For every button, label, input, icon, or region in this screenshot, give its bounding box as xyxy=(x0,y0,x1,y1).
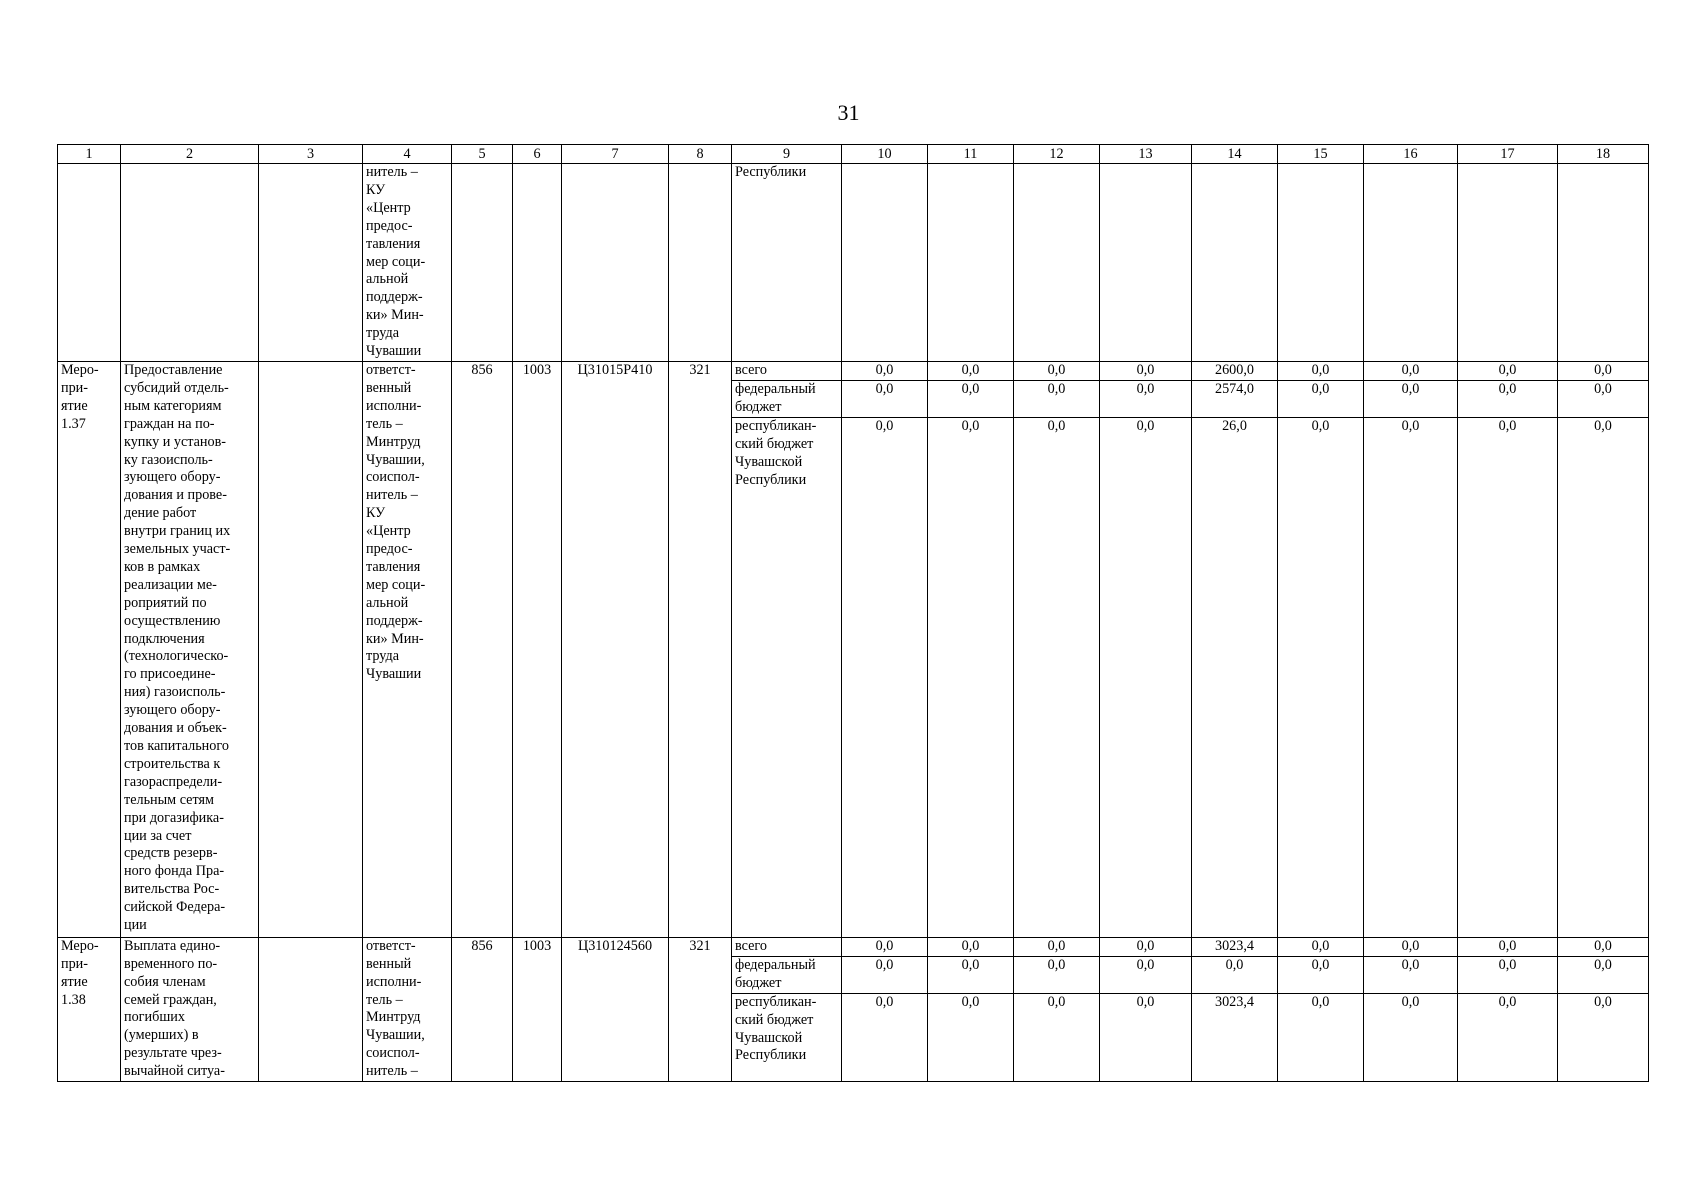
value-cell: 0,0 xyxy=(1458,361,1558,380)
column-header: 9 xyxy=(732,145,842,164)
column-header: 16 xyxy=(1364,145,1458,164)
value-cell: 0,0 xyxy=(1100,956,1192,993)
value-cell: 0,0 xyxy=(1558,380,1649,417)
value-cell: 0,0 xyxy=(928,937,1014,956)
value-cell: 0,0 xyxy=(1458,380,1558,417)
value-cell: 0,0 xyxy=(1014,417,1100,937)
value-cell: 0,0 xyxy=(1100,937,1192,956)
source-cell: всего xyxy=(732,361,842,380)
value-cell: 0,0 xyxy=(1458,956,1558,993)
source-cell: республикан- ский бюджет Чувашской Республики xyxy=(732,417,842,937)
value-cell: 0,0 xyxy=(1192,956,1278,993)
responsible-cell: ответст- венный исполни- тель – Минтруд Чувашии, соиспол- нитель – xyxy=(363,937,452,1081)
value-cell: 2600,0 xyxy=(1192,361,1278,380)
column-header: 12 xyxy=(1014,145,1100,164)
measure-name: Предоставление субсидий отдель- ным категориям граждан на по- купку и установ- ку газоисполь- зующего обору- дования и прове- дение работ внутри границ их земельных участ- ков в рамках реализации ме- роприятий по осуществлению подключения (технологическо- го присоедине- ния) газоисполь- зующего обору- дования и объек- тов капитального строительства к газораспредели- тельным сетям при догазифика- ции за счет средств резерв- ного фонда Пра- вительства Рос- сийской Федера- ции xyxy=(121,361,259,937)
column-header: 2 xyxy=(121,145,259,164)
value-cell: 0,0 xyxy=(928,956,1014,993)
value-cell: 0,0 xyxy=(1278,993,1364,1081)
value-cell: 0,0 xyxy=(1278,956,1364,993)
column-header: 11 xyxy=(928,145,1014,164)
value-cell: 0,0 xyxy=(1014,993,1100,1081)
value-cell: 0,0 xyxy=(1458,937,1558,956)
value-cell: 0,0 xyxy=(842,937,928,956)
value-cell: 0,0 xyxy=(928,417,1014,937)
value-cell: 0,0 xyxy=(842,361,928,380)
source-cell: федеральный бюджет xyxy=(732,380,842,417)
program-table xyxy=(57,144,1649,1082)
vr-cell: 321 xyxy=(669,937,732,1081)
table-row xyxy=(58,937,1649,956)
measure-label: Меро- при- ятие 1.37 xyxy=(58,361,121,937)
column-header: 5 xyxy=(452,145,513,164)
column-header: 8 xyxy=(669,145,732,164)
value-cell: 0,0 xyxy=(842,956,928,993)
measure-col3 xyxy=(259,361,363,937)
value-cell: 0,0 xyxy=(928,380,1014,417)
column-header: 18 xyxy=(1558,145,1649,164)
column-header: 4 xyxy=(363,145,452,164)
value-cell: 0,0 xyxy=(1458,993,1558,1081)
source-cell: федеральный бюджет xyxy=(732,956,842,993)
value-cell: 0,0 xyxy=(1100,380,1192,417)
vr-cell: 321 xyxy=(669,361,732,937)
grbs-cell: 856 xyxy=(452,361,513,937)
table-row xyxy=(58,361,1649,380)
source-cell: всего xyxy=(732,937,842,956)
column-header: 17 xyxy=(1458,145,1558,164)
responsible-cell: ответст- венный исполни- тель – Минтруд Чувашии, соиспол- нитель – КУ «Центр предос- тавления мер соци- альной поддерж- ки» Мин- труда Чувашии xyxy=(363,361,452,937)
source-cell: Республики xyxy=(732,164,842,362)
value-cell: 0,0 xyxy=(1014,380,1100,417)
value-cell: 0,0 xyxy=(1278,417,1364,937)
value-cell: 0,0 xyxy=(1458,417,1558,937)
column-number-row xyxy=(58,145,1649,164)
value-cell: 3023,4 xyxy=(1192,993,1278,1081)
value-cell: 3023,4 xyxy=(1192,937,1278,956)
value-cell: 0,0 xyxy=(1364,417,1458,937)
value-cell: 0,0 xyxy=(1100,993,1192,1081)
value-cell: 0,0 xyxy=(1014,937,1100,956)
column-header: 15 xyxy=(1278,145,1364,164)
value-cell: 0,0 xyxy=(842,380,928,417)
value-cell: 0,0 xyxy=(1558,417,1649,937)
column-header: 13 xyxy=(1100,145,1192,164)
value-cell: 2574,0 xyxy=(1192,380,1278,417)
value-cell: 0,0 xyxy=(1364,380,1458,417)
value-cell: 0,0 xyxy=(1558,937,1649,956)
measure-name: Выплата едино- временного по- собия членам семей граждан, погибших (умерших) в результате чрез- вычайной ситуа- xyxy=(121,937,259,1081)
rzpr-cell: 1003 xyxy=(513,361,562,937)
value-cell: 0,0 xyxy=(1014,361,1100,380)
value-cell: 0,0 xyxy=(928,361,1014,380)
value-cell: 0,0 xyxy=(1364,993,1458,1081)
source-cell: республикан- ский бюджет Чувашской Республики xyxy=(732,993,842,1081)
measure-col3 xyxy=(259,937,363,1081)
value-cell: 0,0 xyxy=(1278,361,1364,380)
measure-label: Меро- при- ятие 1.38 xyxy=(58,937,121,1081)
column-header: 10 xyxy=(842,145,928,164)
column-header: 1 xyxy=(58,145,121,164)
value-cell: 0,0 xyxy=(928,993,1014,1081)
value-cell: 0,0 xyxy=(1364,937,1458,956)
csr-cell: Ц31015Р410 xyxy=(562,361,669,937)
page-number: 31 xyxy=(837,100,860,125)
responsible-cell: нитель – КУ «Центр предос- тавления мер соци- альной поддерж- ки» Мин- труда Чувашии xyxy=(363,164,452,362)
value-cell: 0,0 xyxy=(1558,361,1649,380)
csr-cell: Ц310124560 xyxy=(562,937,669,1081)
value-cell: 0,0 xyxy=(1558,993,1649,1081)
value-cell: 0,0 xyxy=(1558,956,1649,993)
rzpr-cell: 1003 xyxy=(513,937,562,1081)
column-header: 6 xyxy=(513,145,562,164)
column-header: 3 xyxy=(259,145,363,164)
column-header: 14 xyxy=(1192,145,1278,164)
value-cell: 0,0 xyxy=(1278,380,1364,417)
value-cell: 0,0 xyxy=(842,993,928,1081)
continuation-row xyxy=(58,164,1649,362)
value-cell: 0,0 xyxy=(1100,417,1192,937)
value-cell: 0,0 xyxy=(1364,956,1458,993)
grbs-cell: 856 xyxy=(452,937,513,1081)
column-header: 7 xyxy=(562,145,669,164)
value-cell: 0,0 xyxy=(1278,937,1364,956)
value-cell: 26,0 xyxy=(1192,417,1278,937)
value-cell: 0,0 xyxy=(842,417,928,937)
value-cell: 0,0 xyxy=(1100,361,1192,380)
value-cell: 0,0 xyxy=(1014,956,1100,993)
value-cell: 0,0 xyxy=(1364,361,1458,380)
